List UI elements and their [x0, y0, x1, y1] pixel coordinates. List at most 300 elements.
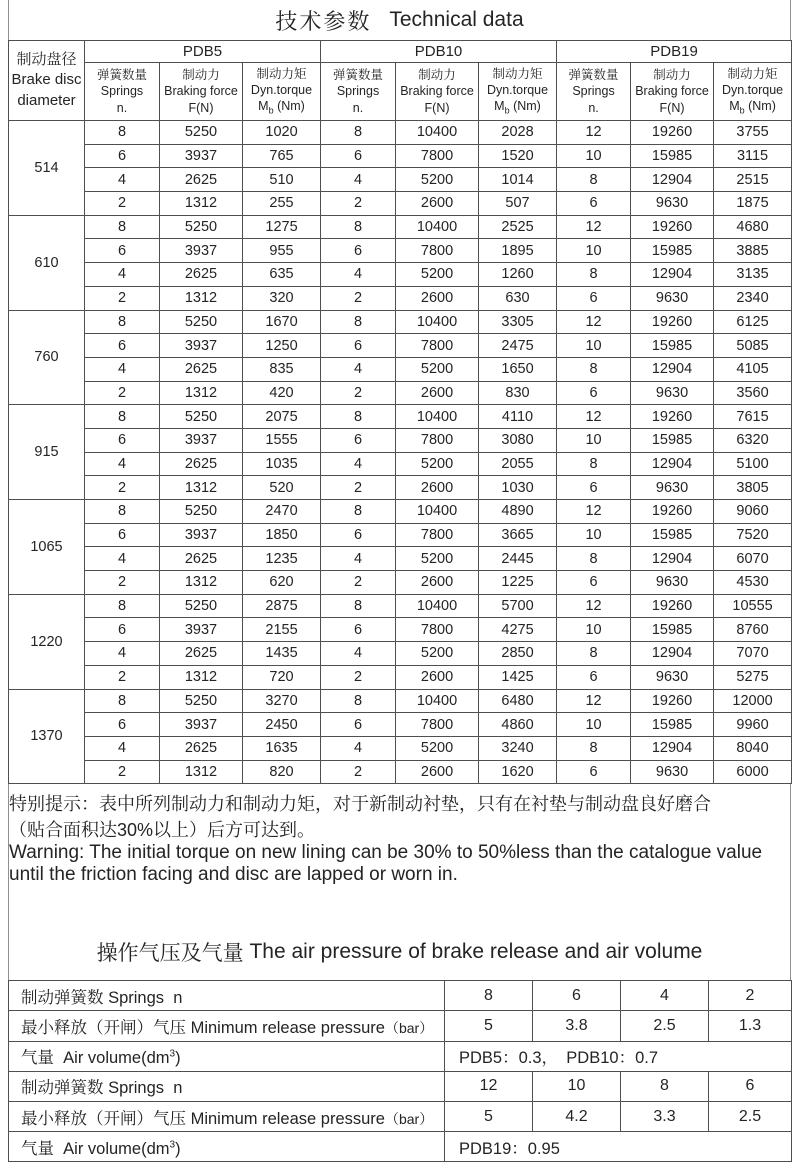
sub-header-row — [9, 63, 792, 121]
diameter-cell: 514 — [9, 121, 85, 216]
data-cell: 2 — [85, 760, 160, 784]
data-cell: 5250 — [160, 310, 243, 334]
data-cell: 2525 — [479, 215, 557, 239]
data-cell: 2600 — [396, 192, 479, 216]
data-cell: 15985 — [631, 618, 714, 642]
datasheet-page — [8, 0, 791, 1162]
data-cell: 1014 — [479, 168, 557, 192]
data-cell: 5250 — [160, 689, 243, 713]
air-row-label: 制动弹簧数 Springs n — [9, 981, 445, 1011]
data-cell: 1225 — [479, 571, 557, 595]
springs-header: 弹簧数量 Springs n. — [85, 63, 160, 121]
data-cell: 2445 — [479, 547, 557, 571]
data-cell: 7800 — [396, 334, 479, 358]
data-cell: 2600 — [396, 665, 479, 689]
data-cell: 4110 — [479, 405, 557, 429]
air-row-label: 气量 Air $volume(dm^3)$ — [9, 1041, 445, 1071]
data-cell: 4530 — [714, 571, 792, 595]
data-cell: 3885 — [714, 239, 792, 263]
data-cell: 10400 — [396, 500, 479, 524]
data-cell: 8 — [85, 121, 160, 145]
table-row — [9, 121, 792, 145]
springs-header: 弹簧数量 Springs n. — [321, 63, 396, 121]
data-cell: 8 — [557, 263, 631, 287]
data-cell: 9630 — [631, 192, 714, 216]
diameter-header-zh: 制动盘径 — [16, 51, 77, 69]
air-table-row — [9, 1041, 792, 1071]
data-cell: 5700 — [479, 594, 557, 618]
air-value-cell: 5 — [445, 1102, 533, 1132]
data-cell: 9630 — [631, 760, 714, 784]
data-cell: 5200 — [396, 168, 479, 192]
data-cell: 10400 — [396, 689, 479, 713]
data-cell: 19260 — [631, 689, 714, 713]
data-cell: 3937 — [160, 144, 243, 168]
data-cell: 7800 — [396, 618, 479, 642]
air-value-cell: 2 — [709, 981, 792, 1011]
air-value-cell: 4.2 — [533, 1102, 621, 1132]
data-cell: 1030 — [479, 476, 557, 500]
data-cell: 12 — [557, 215, 631, 239]
technical-data-table — [8, 40, 792, 784]
data-cell: 2600 — [396, 381, 479, 405]
data-cell: 6 — [557, 381, 631, 405]
data-cell: 6 — [321, 144, 396, 168]
data-cell: 6 — [557, 192, 631, 216]
data-cell: 1635 — [243, 736, 321, 760]
data-cell: 1670 — [243, 310, 321, 334]
table-row — [9, 547, 792, 571]
table-row — [9, 192, 792, 216]
data-cell: 2625 — [160, 547, 243, 571]
data-cell: 2055 — [479, 452, 557, 476]
table-row — [9, 357, 792, 381]
data-cell: 1312 — [160, 760, 243, 784]
data-cell: 4 — [85, 642, 160, 666]
data-cell: 15985 — [631, 428, 714, 452]
data-cell: 6 — [321, 618, 396, 642]
data-cell: 7615 — [714, 405, 792, 429]
data-cell: 6 — [557, 665, 631, 689]
data-cell: 5250 — [160, 594, 243, 618]
table-row — [9, 263, 792, 287]
data-cell: 3937 — [160, 334, 243, 358]
air-table-row — [9, 1071, 792, 1101]
air-value-cell: 2.5 — [621, 1011, 709, 1041]
force-header: 制动力 Braking force F(N) — [160, 63, 243, 121]
data-cell: 8 — [557, 452, 631, 476]
data-cell: 12904 — [631, 357, 714, 381]
air-value-cell: 5 — [445, 1011, 533, 1041]
data-cell: 10400 — [396, 215, 479, 239]
data-cell: 10400 — [396, 594, 479, 618]
data-cell: 8 — [557, 547, 631, 571]
data-cell: 15985 — [631, 239, 714, 263]
page-title-zh: 技术参数 — [275, 8, 372, 34]
data-cell: 10 — [557, 239, 631, 263]
data-cell: 3080 — [479, 428, 557, 452]
data-cell: 2850 — [479, 642, 557, 666]
data-cell: 2600 — [396, 571, 479, 595]
data-cell: 12 — [557, 121, 631, 145]
data-cell: 12 — [557, 405, 631, 429]
diameter-column-header — [9, 41, 85, 121]
air-value-cell: 6 — [709, 1071, 792, 1101]
data-cell: 8 — [321, 500, 396, 524]
warning-en-line1: Warning: The initial torque on new lining can be 30% to 50%less than the catalogue value — [9, 842, 763, 864]
data-cell: 2475 — [479, 334, 557, 358]
data-cell: 2625 — [160, 452, 243, 476]
table-row — [9, 476, 792, 500]
data-cell: 10400 — [396, 405, 479, 429]
table-row — [9, 310, 792, 334]
data-cell: 8 — [321, 405, 396, 429]
air-table-row — [9, 1102, 792, 1132]
data-cell: 5200 — [396, 547, 479, 571]
data-cell: 10 — [557, 428, 631, 452]
data-cell: 6 — [321, 713, 396, 737]
data-cell: 1555 — [243, 428, 321, 452]
data-cell: 12 — [557, 500, 631, 524]
data-cell: 7800 — [396, 239, 479, 263]
air-span-cell: PDB19：0.95 — [445, 1132, 792, 1162]
data-cell: 8 — [557, 642, 631, 666]
data-cell: 7800 — [396, 428, 479, 452]
data-cell: 830 — [479, 381, 557, 405]
data-cell: 7800 — [396, 144, 479, 168]
data-cell: 4 — [321, 452, 396, 476]
table-row — [9, 594, 792, 618]
data-cell: 9060 — [714, 500, 792, 524]
data-cell: 19260 — [631, 215, 714, 239]
data-cell: 4 — [85, 263, 160, 287]
data-cell: 8 — [321, 310, 396, 334]
data-cell: 15985 — [631, 713, 714, 737]
data-cell: 1312 — [160, 571, 243, 595]
data-cell: 8 — [321, 594, 396, 618]
data-cell: 8 — [557, 357, 631, 381]
data-cell: 10 — [557, 144, 631, 168]
data-cell: 5200 — [396, 736, 479, 760]
data-cell: 8 — [321, 121, 396, 145]
data-cell: 5250 — [160, 215, 243, 239]
data-cell: 1312 — [160, 192, 243, 216]
data-cell: 9960 — [714, 713, 792, 737]
data-cell: 4 — [321, 642, 396, 666]
air-value-cell: 3.8 — [533, 1011, 621, 1041]
data-cell: 6 — [85, 618, 160, 642]
air-value-cell: 6 — [533, 981, 621, 1011]
data-cell: 10 — [557, 523, 631, 547]
data-cell: 4 — [321, 357, 396, 381]
data-cell: 6 — [321, 239, 396, 263]
data-cell: 6 — [85, 144, 160, 168]
data-cell: 9630 — [631, 286, 714, 310]
table-row — [9, 500, 792, 524]
data-cell: 10 — [557, 713, 631, 737]
table-row — [9, 736, 792, 760]
data-cell: 320 — [243, 286, 321, 310]
data-cell: 2 — [321, 286, 396, 310]
data-cell: 2 — [321, 476, 396, 500]
data-cell: 2450 — [243, 713, 321, 737]
data-cell: 3240 — [479, 736, 557, 760]
data-cell: 4 — [85, 357, 160, 381]
data-cell: 15985 — [631, 334, 714, 358]
data-cell: 2 — [85, 665, 160, 689]
data-cell: 5200 — [396, 263, 479, 287]
data-cell: 1312 — [160, 476, 243, 500]
data-cell: 3135 — [714, 263, 792, 287]
data-cell: 1435 — [243, 642, 321, 666]
data-cell: 6 — [85, 239, 160, 263]
data-cell: 4 — [321, 168, 396, 192]
data-cell: 6 — [321, 428, 396, 452]
air-value-cell: 10 — [533, 1071, 621, 1101]
data-cell: 8 — [85, 500, 160, 524]
data-cell: 1275 — [243, 215, 321, 239]
air-table-row — [9, 1011, 792, 1041]
data-cell: 19260 — [631, 594, 714, 618]
data-cell: 7520 — [714, 523, 792, 547]
data-cell: 3560 — [714, 381, 792, 405]
air-table-row — [9, 1132, 792, 1162]
data-cell: 2600 — [396, 760, 479, 784]
data-cell: 12904 — [631, 547, 714, 571]
data-cell: 3115 — [714, 144, 792, 168]
torque-header: 制动力矩 Dyn.torque $M_b$ (Nm) — [714, 63, 792, 121]
data-cell: 6480 — [479, 689, 557, 713]
data-cell: 6 — [321, 523, 396, 547]
diameter-cell: 760 — [9, 310, 85, 405]
data-cell: 6000 — [714, 760, 792, 784]
page-title-en: Technical data — [389, 8, 524, 31]
group-header-pdb5: PDB5 — [85, 41, 321, 63]
data-cell: 835 — [243, 357, 321, 381]
data-cell: 3305 — [479, 310, 557, 334]
data-cell: 7800 — [396, 523, 479, 547]
data-cell: 4 — [321, 547, 396, 571]
data-cell: 10400 — [396, 310, 479, 334]
data-cell: 10 — [557, 618, 631, 642]
data-cell: 6 — [85, 713, 160, 737]
data-cell: 5100 — [714, 452, 792, 476]
data-cell: 955 — [243, 239, 321, 263]
data-cell: 765 — [243, 144, 321, 168]
data-cell: 507 — [479, 192, 557, 216]
air-value-cell: 1.3 — [709, 1011, 792, 1041]
table-row — [9, 571, 792, 595]
data-cell: 1312 — [160, 665, 243, 689]
data-cell: 9630 — [631, 381, 714, 405]
data-cell: 5250 — [160, 500, 243, 524]
data-cell: 520 — [243, 476, 321, 500]
diameter-cell: 1065 — [9, 500, 85, 595]
table-row — [9, 760, 792, 784]
data-cell: 2875 — [243, 594, 321, 618]
air-span-cell: PDB5：0.3， PDB10：0.7 — [445, 1041, 792, 1071]
air-section-heading — [8, 924, 791, 980]
air-row-label: 最小释放（开闸）气压 Minimum release pressure（bar） — [9, 1102, 445, 1132]
data-cell: 4890 — [479, 500, 557, 524]
data-cell: 1875 — [714, 192, 792, 216]
table-row — [9, 642, 792, 666]
data-cell: 1650 — [479, 357, 557, 381]
springs-header: 弹簧数量 Springs n. — [557, 63, 631, 121]
data-cell: 10 — [557, 334, 631, 358]
air-row-label: 制动弹簧数 Springs n — [9, 1071, 445, 1101]
data-cell: 8 — [321, 689, 396, 713]
data-cell: 4275 — [479, 618, 557, 642]
data-cell: 12 — [557, 689, 631, 713]
data-cell: 4 — [85, 452, 160, 476]
data-cell: 6 — [85, 523, 160, 547]
diameter-header-en2: diameter — [17, 91, 76, 109]
data-cell: 2600 — [396, 286, 479, 310]
data-cell: 4 — [85, 547, 160, 571]
torque-header: 制动力矩 Dyn.torque $M_b$ (Nm) — [243, 63, 321, 121]
data-cell: 3937 — [160, 428, 243, 452]
data-cell: 8 — [557, 736, 631, 760]
data-cell: 12 — [557, 310, 631, 334]
technical-table-body — [9, 41, 792, 784]
data-cell: 9630 — [631, 571, 714, 595]
data-cell: 2470 — [243, 500, 321, 524]
data-cell: 8 — [85, 215, 160, 239]
data-cell: 2625 — [160, 263, 243, 287]
warning-en-line2: until the friction facing and disc are lapped or worn in. — [9, 864, 458, 886]
data-cell: 8 — [85, 310, 160, 334]
data-cell: 2515 — [714, 168, 792, 192]
data-cell: 2600 — [396, 476, 479, 500]
data-cell: 2 — [321, 192, 396, 216]
data-cell: 720 — [243, 665, 321, 689]
data-cell: 4105 — [714, 357, 792, 381]
data-cell: 6 — [557, 571, 631, 595]
data-cell: 2 — [85, 286, 160, 310]
data-cell: 2340 — [714, 286, 792, 310]
group-header-pdb19: PDB19 — [557, 41, 792, 63]
air-value-cell: 8 — [445, 981, 533, 1011]
diameter-cell: 1220 — [9, 594, 85, 689]
data-cell: 4 — [85, 168, 160, 192]
data-cell: 2625 — [160, 642, 243, 666]
data-cell: 8 — [85, 594, 160, 618]
table-row — [9, 381, 792, 405]
data-cell: 19260 — [631, 310, 714, 334]
data-cell: 6125 — [714, 310, 792, 334]
group-header-pdb10: PDB10 — [321, 41, 557, 63]
warning-zh-line1: 特别提示：表中所列制动力和制动力矩，对于新制动衬垫，只有在衬垫与制动盘良好磨合 — [9, 794, 711, 815]
diameter-header-en1: Brake disc — [11, 71, 82, 89]
air-pressure-table — [8, 980, 792, 1162]
data-cell: 9630 — [631, 665, 714, 689]
data-cell: 3805 — [714, 476, 792, 500]
data-cell: 6070 — [714, 547, 792, 571]
data-cell: 1260 — [479, 263, 557, 287]
table-row — [9, 713, 792, 737]
data-cell: 2 — [85, 571, 160, 595]
data-cell: 6 — [85, 334, 160, 358]
data-cell: 4 — [321, 736, 396, 760]
data-cell: 8040 — [714, 736, 792, 760]
data-cell: 10555 — [714, 594, 792, 618]
data-cell: 5200 — [396, 642, 479, 666]
data-cell: 255 — [243, 192, 321, 216]
data-cell: 2 — [85, 381, 160, 405]
group-header-row — [9, 41, 792, 63]
data-cell: 635 — [243, 263, 321, 287]
data-cell: 7800 — [396, 713, 479, 737]
data-cell: 3937 — [160, 523, 243, 547]
data-cell: 2 — [321, 381, 396, 405]
air-value-cell: 8 — [621, 1071, 709, 1101]
air-heading-zh: 操作气压及气量 — [96, 942, 244, 966]
data-cell: 3665 — [479, 523, 557, 547]
data-cell: 2 — [85, 192, 160, 216]
data-cell: 5275 — [714, 665, 792, 689]
data-cell: 420 — [243, 381, 321, 405]
data-cell: 5085 — [714, 334, 792, 358]
data-cell: 8 — [85, 405, 160, 429]
table-row — [9, 239, 792, 263]
data-cell: 4 — [85, 736, 160, 760]
data-cell: 5200 — [396, 357, 479, 381]
data-cell: 3937 — [160, 239, 243, 263]
data-cell: 2 — [321, 760, 396, 784]
data-cell: 12904 — [631, 452, 714, 476]
air-row-label: 最小释放（开闸）气压 Minimum release pressure（bar） — [9, 1011, 445, 1041]
air-row-label: 气量 Air $volume(dm^3)$ — [9, 1132, 445, 1162]
data-cell: 12 — [557, 594, 631, 618]
data-cell: 3755 — [714, 121, 792, 145]
page-title — [8, 0, 791, 40]
data-cell: 510 — [243, 168, 321, 192]
data-cell: 6 — [321, 334, 396, 358]
data-cell: 1895 — [479, 239, 557, 263]
data-cell: 2625 — [160, 168, 243, 192]
data-cell: 4680 — [714, 215, 792, 239]
data-cell: 820 — [243, 760, 321, 784]
data-cell: 630 — [479, 286, 557, 310]
data-cell: 2028 — [479, 121, 557, 145]
data-cell: 8 — [557, 168, 631, 192]
data-cell: 4 — [321, 263, 396, 287]
data-cell: 7070 — [714, 642, 792, 666]
data-cell: 1425 — [479, 665, 557, 689]
data-cell: 6 — [557, 286, 631, 310]
data-cell: 8 — [85, 689, 160, 713]
data-cell: 2 — [321, 665, 396, 689]
warning-note — [8, 784, 791, 924]
data-cell: 19260 — [631, 500, 714, 524]
data-cell: 4860 — [479, 713, 557, 737]
table-row — [9, 523, 792, 547]
data-cell: 19260 — [631, 405, 714, 429]
data-cell: 10400 — [396, 121, 479, 145]
data-cell: 1020 — [243, 121, 321, 145]
data-cell: 19260 — [631, 121, 714, 145]
data-cell: 12904 — [631, 642, 714, 666]
data-cell: 620 — [243, 571, 321, 595]
data-cell: 5200 — [396, 452, 479, 476]
data-cell: 1312 — [160, 381, 243, 405]
data-cell: 9630 — [631, 476, 714, 500]
data-cell: 12000 — [714, 689, 792, 713]
torque-header: 制动力矩 Dyn.torque $M_b$ (Nm) — [479, 63, 557, 121]
data-cell: 6 — [85, 428, 160, 452]
data-cell: 8 — [321, 215, 396, 239]
